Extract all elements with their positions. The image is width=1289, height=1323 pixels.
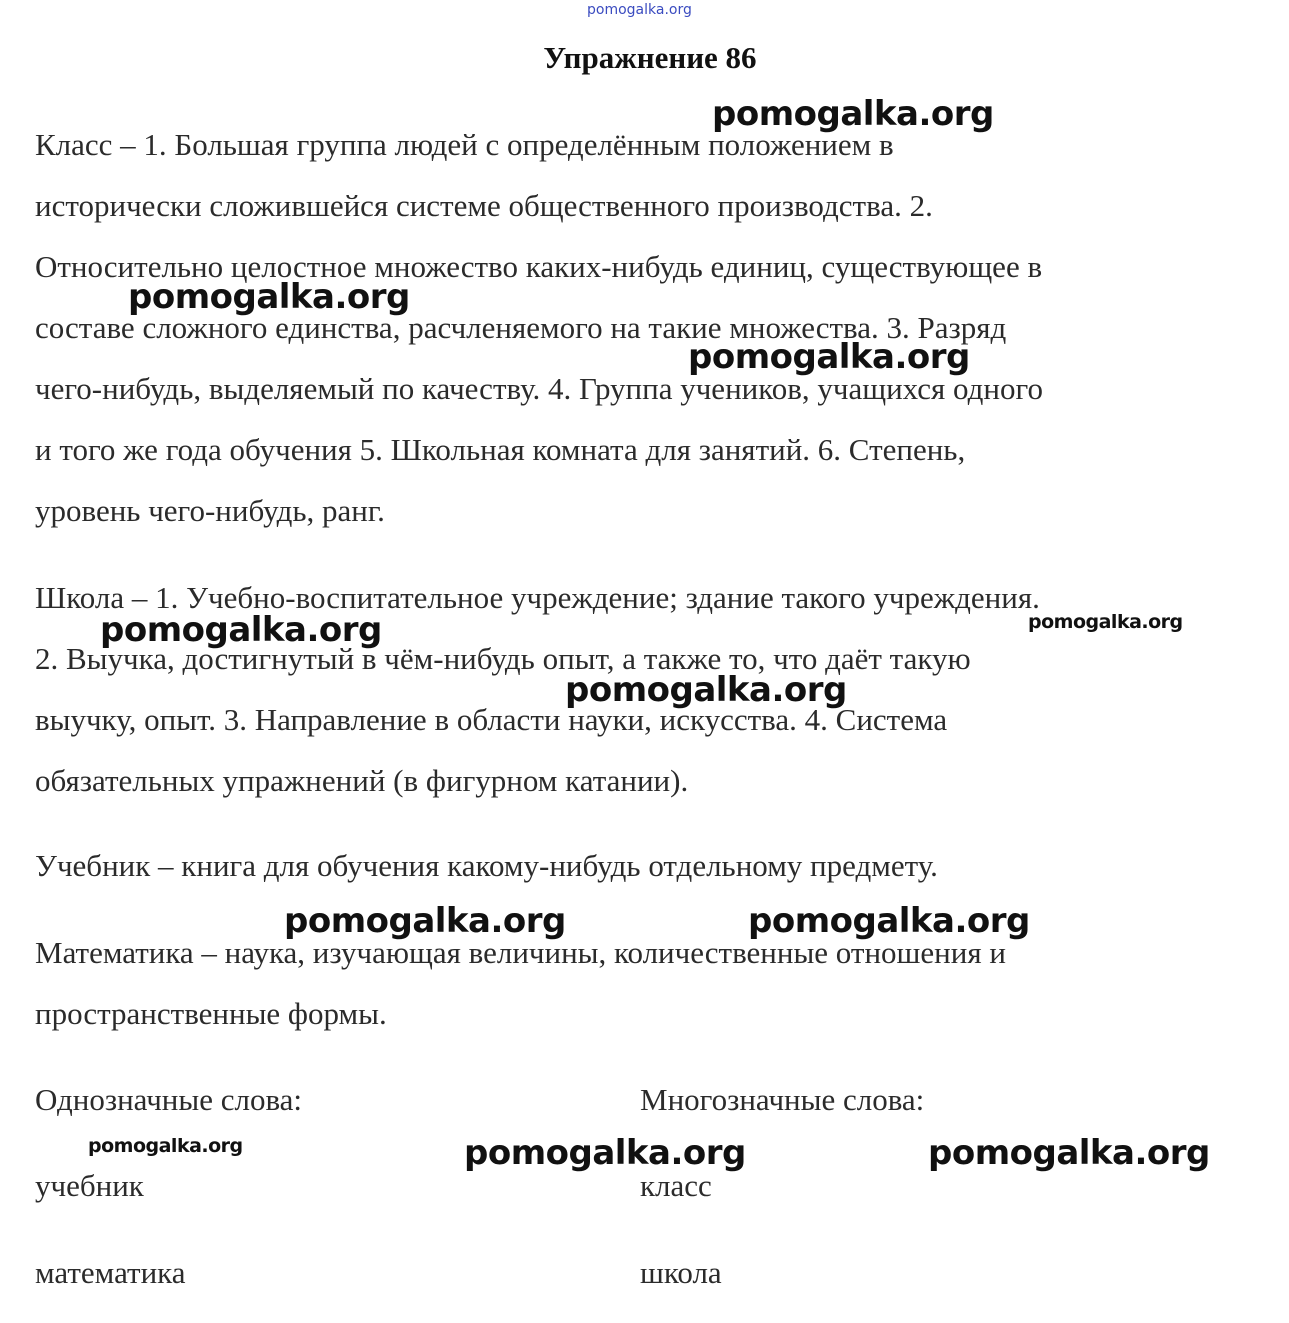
multi-meaning-word: школа bbox=[640, 1255, 722, 1290]
definition-klass bbox=[35, 114, 1235, 541]
single-meaning-word: математика bbox=[35, 1255, 186, 1290]
multi-meaning-word: класс bbox=[640, 1168, 712, 1203]
definition-line: Относительно целостное множество каких-нибудь единиц, существующее в bbox=[35, 249, 1043, 284]
multi-meaning-heading: Многозначные слова: bbox=[640, 1082, 925, 1117]
single-meaning-heading: Однозначные слова: bbox=[35, 1082, 303, 1117]
definition-line: обязательных упражнений (в фигурном катании). bbox=[35, 763, 689, 798]
watermark: pomogalka.org bbox=[928, 1133, 1210, 1173]
watermark: pomogalka.org bbox=[100, 610, 382, 650]
single-meaning-word: учебник bbox=[35, 1168, 144, 1203]
definition-uchebnik bbox=[35, 835, 1235, 896]
watermark: pomogalka.org bbox=[1028, 611, 1183, 633]
definition-line: и того же года обучения 5. Школьная комната для занятий. 6. Степень, bbox=[35, 432, 966, 467]
definition-line: Класс – 1. Большая группа людей с определённым положением в bbox=[35, 127, 894, 162]
definition-line: Школа – 1. Учебно-воспитательное учреждение; здание такого учреждения. bbox=[35, 580, 1040, 615]
definition-line: пространственные формы. bbox=[35, 996, 387, 1031]
definition-line: составе сложного единства, расчленяемого на такие множества. 3. Разряд bbox=[35, 310, 1007, 345]
definition-line: выучку, опыт. 3. Направление в области науки, искусства. 4. Система bbox=[35, 702, 948, 737]
page-title: Упражнение 86 bbox=[543, 40, 757, 75]
definition-line: Учебник – книга для обучения какому-нибудь отдельному предмету. bbox=[35, 848, 938, 883]
watermark: pomogalka.org bbox=[128, 277, 410, 317]
definition-line: чего-нибудь, выделяемый по качеству. 4. Группа учеников, учащихся одного bbox=[35, 371, 1043, 406]
definition-line: 2. Выучка, достигнутый в чём-нибудь опыт, а также то, что даёт такую bbox=[35, 641, 971, 676]
watermark: pomogalka.org bbox=[88, 1135, 243, 1157]
watermark: pomogalka.org bbox=[284, 901, 566, 941]
watermark: pomogalka.org bbox=[464, 1133, 746, 1173]
definition-matematika bbox=[35, 922, 1235, 1044]
watermark: pomogalka.org bbox=[712, 94, 994, 134]
watermark-top[interactable]: pomogalka.org bbox=[587, 2, 692, 18]
watermark: pomogalka.org bbox=[688, 337, 970, 377]
definition-line: исторически сложившейся системе общественного производства. 2. bbox=[35, 188, 933, 223]
definition-line: уровень чего-нибудь, ранг. bbox=[35, 493, 385, 528]
definition-line: Математика – наука, изучающая величины, количественные отношения и bbox=[35, 935, 1006, 970]
watermark: pomogalka.org bbox=[748, 901, 1030, 941]
watermark: pomogalka.org bbox=[565, 670, 847, 710]
